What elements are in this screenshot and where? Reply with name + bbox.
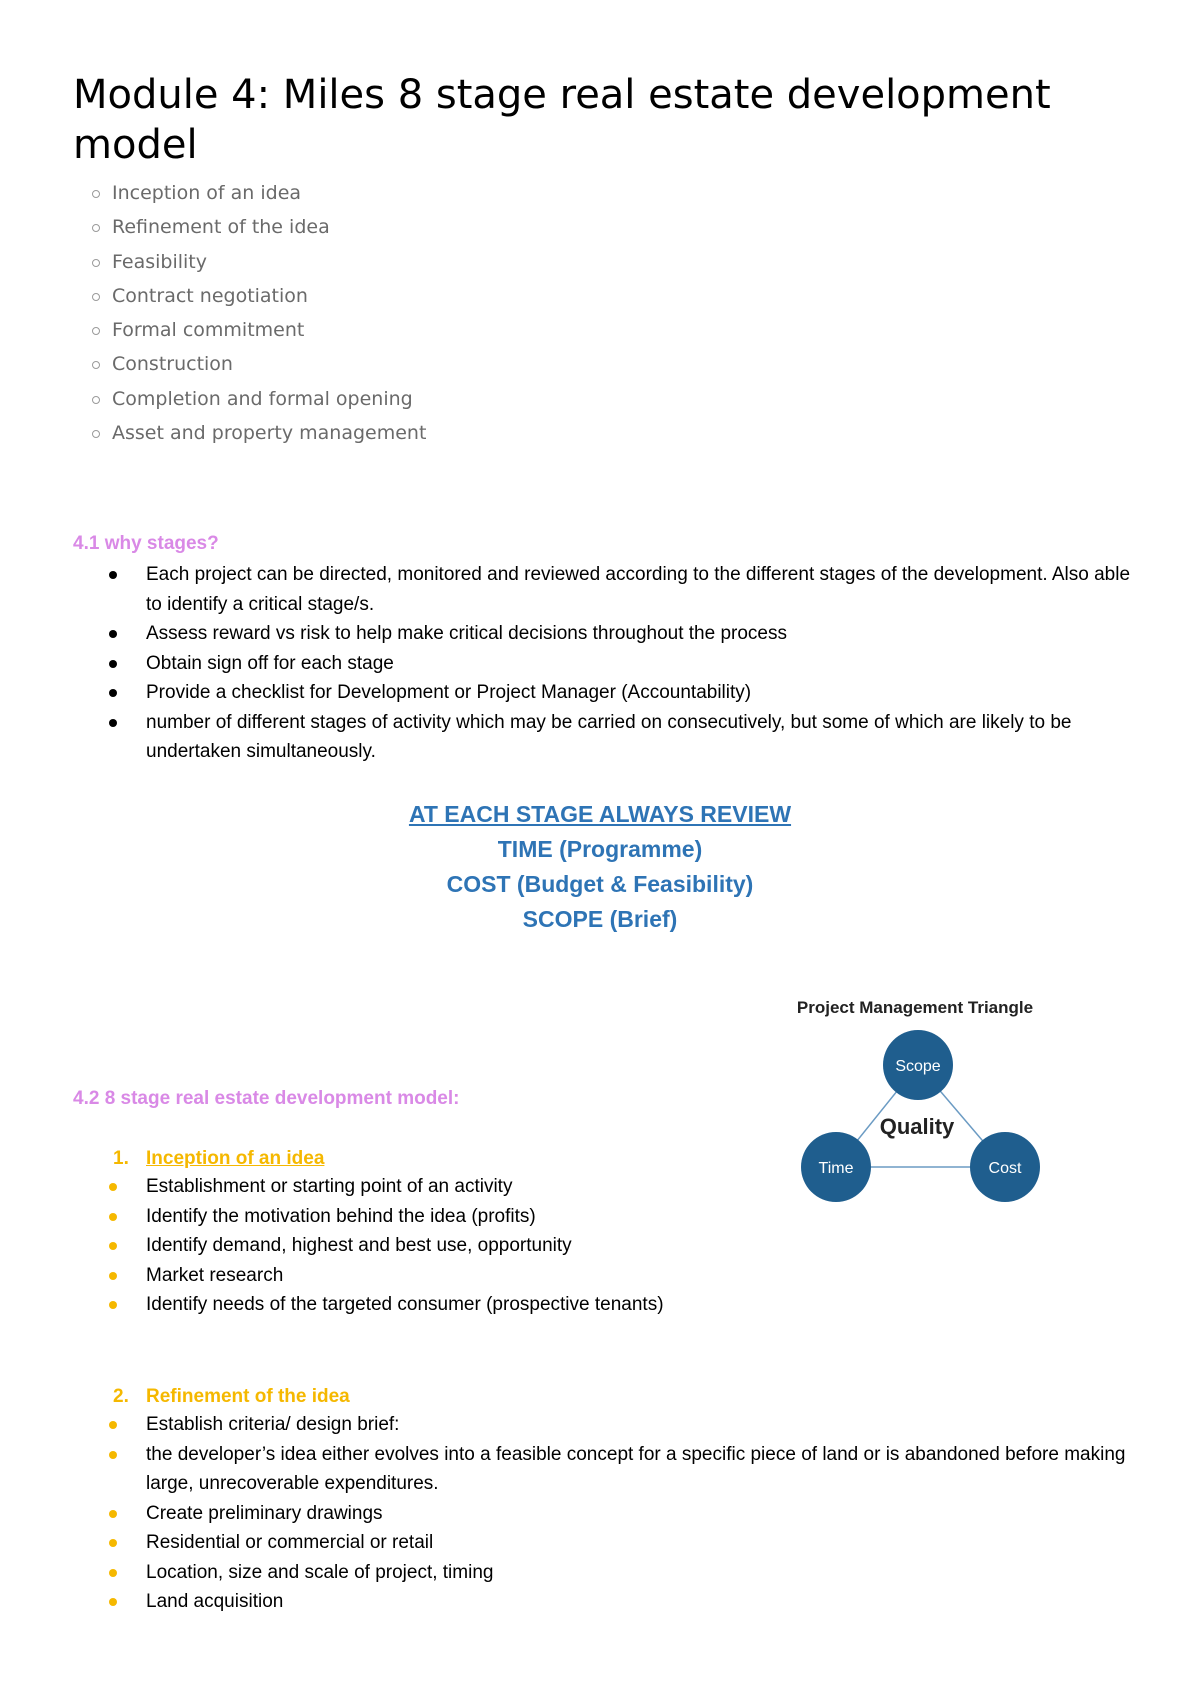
- list-item: number of different stages of activity which may be carried on consecutively, but some of which are likely to be undertaken simultaneously.: [109, 708, 1149, 767]
- stage-overview-list: [92, 176, 426, 450]
- ring-bullet-icon: [92, 259, 100, 267]
- bullet-icon: [109, 630, 117, 638]
- bullet-icon: [109, 1539, 117, 1547]
- review-heading: AT EACH STAGE ALWAYS REVIEW: [408, 801, 792, 827]
- ring-bullet-icon: [92, 224, 100, 232]
- list-item: the developer’s idea either evolves into a feasible concept for a specific piece of land or is abandoned before making large, unrecoverable expenditures.: [109, 1440, 1149, 1499]
- list-item: Market research: [109, 1261, 1149, 1291]
- list-item: Assess reward vs risk to help make critical decisions throughout the process: [109, 619, 1149, 649]
- bullet-icon: [109, 1242, 117, 1250]
- why-stages-list: [109, 560, 1149, 767]
- bullet-icon: [109, 719, 117, 727]
- ring-bullet-icon: [92, 327, 100, 335]
- diagram-center-label: Quality: [879, 1114, 955, 1139]
- stage-2-list: [109, 1410, 1149, 1617]
- list-item: Contract negotiation: [92, 279, 426, 313]
- list-item: Create preliminary drawings: [109, 1499, 1149, 1529]
- ring-bullet-icon: [92, 396, 100, 404]
- bullet-icon: [109, 1510, 117, 1518]
- bullet-icon: [109, 660, 117, 668]
- bullet-icon: [109, 1598, 117, 1606]
- review-line-cost: COST (Budget & Feasibility): [446, 871, 754, 897]
- node-time-label: Time: [818, 1160, 854, 1177]
- ring-bullet-icon: [92, 361, 100, 369]
- list-item: Identify needs of the targeted consumer (prospective tenants): [109, 1290, 1149, 1320]
- bullet-icon: [109, 1183, 117, 1191]
- list-item: Refinement of the idea: [92, 210, 426, 244]
- bullet-icon: [109, 1421, 117, 1429]
- page-title: Module 4: Miles 8 stage real estate development model: [73, 72, 1051, 168]
- bullet-icon: [109, 571, 117, 579]
- bullet-icon: [109, 1213, 117, 1221]
- list-item: Inception of an idea: [92, 176, 426, 210]
- list-item: Completion and formal opening: [92, 382, 426, 416]
- stage-number: 1.: [113, 1148, 129, 1169]
- stage-number: 2.: [113, 1386, 129, 1407]
- review-line-time: TIME (Programme): [497, 836, 703, 862]
- list-item: Establishment or starting point of an activity: [109, 1172, 1149, 1202]
- ring-bullet-icon: [92, 293, 100, 301]
- review-block: [300, 797, 900, 937]
- list-item: Feasibility: [92, 245, 426, 279]
- list-item: Provide a checklist for Development or Project Manager (Accountability): [109, 678, 1149, 708]
- list-item: Asset and property management: [92, 416, 426, 450]
- stage-1-heading: [113, 1148, 324, 1170]
- stage-title: Refinement of the idea: [146, 1386, 350, 1407]
- diagram-title: Project Management Triangle: [796, 998, 1034, 1017]
- stage-2-heading: [113, 1386, 350, 1408]
- ring-bullet-icon: [92, 190, 100, 198]
- bullet-icon: [109, 689, 117, 697]
- list-item: Identify demand, highest and best use, opportunity: [109, 1231, 1149, 1261]
- node-cost-label: Cost: [988, 1160, 1022, 1177]
- stage-title: Inception of an idea: [146, 1148, 325, 1169]
- review-line-scope: SCOPE (Brief): [522, 906, 678, 932]
- bullet-icon: [109, 1272, 117, 1280]
- section-heading-why-stages: 4.1 why stages?: [73, 533, 219, 554]
- bullet-icon: [109, 1569, 117, 1577]
- list-item: Construction: [92, 347, 426, 381]
- section-heading-8-stage-model: 4.2 8 stage real estate development model:: [73, 1088, 460, 1109]
- stage-1-list: [109, 1172, 1149, 1320]
- node-scope-label: Scope: [895, 1058, 941, 1075]
- list-item: Formal commitment: [92, 313, 426, 347]
- list-item: Land acquisition: [109, 1587, 1149, 1617]
- list-item: Establish criteria/ design brief:: [109, 1410, 1149, 1440]
- list-item: Location, size and scale of project, timing: [109, 1558, 1149, 1588]
- list-item: Residential or commercial or retail: [109, 1528, 1149, 1558]
- list-item: Obtain sign off for each stage: [109, 649, 1149, 679]
- bullet-icon: [109, 1451, 117, 1459]
- ring-bullet-icon: [92, 430, 100, 438]
- list-item: Identify the motivation behind the idea (profits): [109, 1202, 1149, 1232]
- list-item: Each project can be directed, monitored and reviewed according to the different stages of the development. Also able to identify a critical stage/s.: [109, 560, 1149, 619]
- bullet-icon: [109, 1301, 117, 1309]
